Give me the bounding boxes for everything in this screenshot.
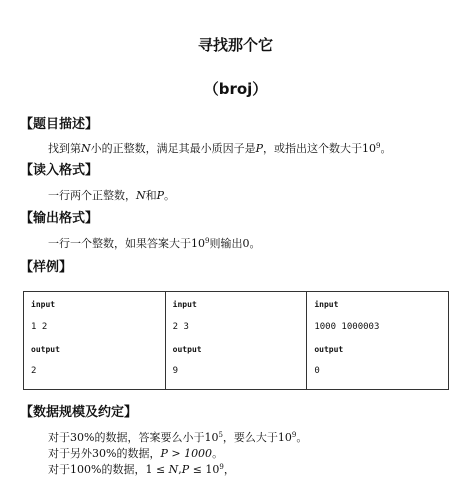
sample-input-label: input (314, 300, 339, 309)
sample-output-label: output (314, 345, 344, 354)
description-text: 找到第N小的正整数，满足其最小质因子是P，或指出这个数大于$10^9$。 (48, 142, 392, 155)
sample-column (166, 292, 308, 389)
constraint-line-2: 对于另外30%的数据，P > 1000。 (48, 447, 224, 460)
sample-table (23, 291, 449, 390)
constraints-heading: 【数据规模及约定】 (20, 405, 138, 420)
sample-input-value: 2 3 (172, 322, 189, 332)
sample-output-value: 2 (31, 366, 37, 376)
sample-input-label: input (172, 300, 197, 309)
samples-heading: 【样例】 (20, 260, 73, 275)
constraint-line-3: 对于100%的数据，$1 \le N,P \le 10^9$， (48, 463, 235, 476)
output-format-text: 一行一个整数，如果答案大于$10^9$则输出0。 (48, 237, 261, 250)
output-format-heading: 【输出格式】 (20, 211, 99, 226)
constraint-line-1: 对于30%的数据，答案要么小于$10^5$，要么大于$10^9$。 (48, 431, 308, 444)
sample-output-label: output (31, 345, 60, 354)
sample-input-label: input (31, 300, 56, 309)
problem-subtitle: （broj） (203, 80, 268, 98)
sample-input-value: 1 2 (31, 322, 48, 332)
input-format-text: 一行两个正整数，N和P。 (48, 189, 176, 202)
sample-column (307, 292, 448, 389)
sample-column (24, 292, 166, 389)
input-format-heading: 【读入格式】 (20, 163, 99, 178)
sample-output-value: 0 (314, 366, 320, 376)
sample-output-label: output (172, 345, 202, 354)
sample-input-value: 1000 1000003 (314, 322, 380, 332)
sample-output-value: 9 (172, 366, 179, 376)
problem-title: 寻找那个它 (197, 36, 273, 54)
description-heading: 【题目描述】 (20, 117, 99, 132)
